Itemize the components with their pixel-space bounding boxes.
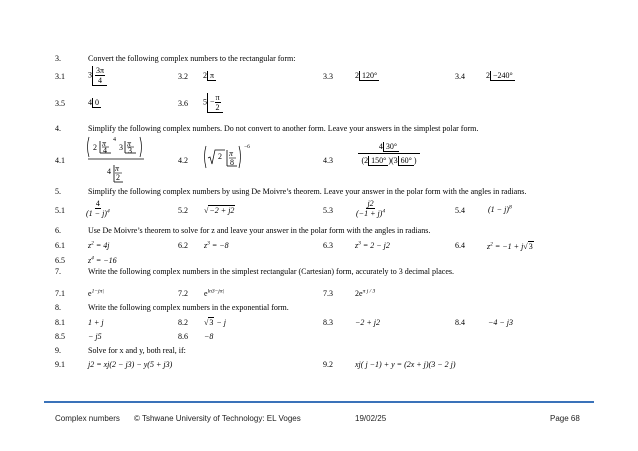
svg-text:2: 2 xyxy=(116,173,120,182)
item-6-2-label: 6.2 xyxy=(178,241,188,250)
item-8-2-expr: √3 − j xyxy=(204,318,227,327)
q6-number: 6. xyxy=(55,226,61,235)
item-6-3-expr: $z^3 = 2 - j2$ xyxy=(355,240,390,250)
item-6-1-label: 6.1 xyxy=(55,241,65,250)
svg-text:4: 4 xyxy=(113,137,116,143)
item-6-4-expr: $z^2 = -1 + j√3$ xyxy=(487,241,533,251)
item-8-5-expr: − j5 xyxy=(88,332,102,341)
item-9-1-expr: j2 = xj(2 − j3) − y(5 + j3) xyxy=(88,360,173,369)
svg-text:8: 8 xyxy=(230,158,234,167)
item-8-6-expr: −8 xyxy=(204,332,214,341)
footer-page-number: Page 68 xyxy=(550,414,580,423)
q7-number: 7. xyxy=(55,267,61,276)
item-8-5-label: 8.5 xyxy=(55,332,65,341)
item-7-2-label: 7.2 xyxy=(178,289,188,298)
item-3-3-label: 3.3 xyxy=(323,72,333,81)
footer-title: Complex numbers xyxy=(55,414,120,423)
q3-instruction: Convert the following complex numbers to the rectangular form: xyxy=(88,54,296,63)
svg-text:2: 2 xyxy=(218,152,222,161)
item-6-1-expr: $z^2 = 4j$ xyxy=(88,240,110,250)
q4-instruction: Simplify the following complex numbers. Do not convert to another form. Leave your answers in the simplest polar form. xyxy=(88,124,479,133)
item-6-5-expr: $z^4 = -16$ xyxy=(88,255,117,265)
item-3-6-expr: 5 − $\frac{\pi}{2}$ xyxy=(203,93,223,113)
item-7-1-label: 7.1 xyxy=(55,289,65,298)
item-5-1-label: 5.1 xyxy=(55,206,65,215)
svg-text:3: 3 xyxy=(128,146,132,155)
footer-rule xyxy=(44,401,594,403)
item-7-2-expr: $e^{ln3-j\pi|}$ xyxy=(204,288,225,298)
q5-number: 5. xyxy=(55,187,61,196)
item-6-3-label: 6.3 xyxy=(323,241,333,250)
footer-copyright: © Tshwane University of Technology: EL Voges xyxy=(134,414,301,423)
item-5-3-label: 5.3 xyxy=(323,206,333,215)
item-8-4-label: 8.4 xyxy=(455,318,465,327)
svg-text:π: π xyxy=(127,139,132,148)
svg-text:π: π xyxy=(229,149,234,158)
item-4-3-expr: 4 30° (2 150° )(3 60° ) xyxy=(358,142,420,166)
item-6-5-label: 6.5 xyxy=(55,256,65,265)
item-3-3-expr: 2 120° xyxy=(355,71,378,80)
q8-number: 8. xyxy=(55,303,61,312)
svg-text:π: π xyxy=(115,164,120,173)
item-8-3-label: 8.3 xyxy=(323,318,333,327)
item-9-2-label: 9.2 xyxy=(323,360,333,369)
item-3-4-expr: 2 −240° xyxy=(486,71,513,80)
item-4-2-expr xyxy=(203,142,273,172)
item-3-2-label: 3.2 xyxy=(178,72,188,81)
q4-number: 4. xyxy=(55,124,61,133)
q7-instruction: Write the following complex numbers in the simplest rectangular (Cartesian) form, accurately to 3 decimal places. xyxy=(88,267,454,276)
svg-text:−6: −6 xyxy=(244,144,250,150)
q5-instruction: Simplify the following complex numbers by using De Moivre’s theorem. Leave your answer in the polar form with the angles in radians. xyxy=(88,187,527,196)
q3-number: 3. xyxy=(55,54,61,63)
svg-text:4: 4 xyxy=(103,146,107,155)
item-7-1-expr: $e^{1-j\pi|}$ xyxy=(88,288,104,298)
item-6-2-expr: $z^3 = -8$ xyxy=(204,240,229,250)
item-3-5-expr: 4 0 xyxy=(88,98,99,107)
item-6-4-label: 6.4 xyxy=(455,241,465,250)
item-5-3-expr: $\frac{j2}{(-1 + j)^4}$ xyxy=(356,199,386,218)
svg-text:3: 3 xyxy=(119,143,123,152)
item-3-6-label: 3.6 xyxy=(178,99,188,108)
item-5-2-expr: √−2 + j2 xyxy=(204,206,235,215)
item-5-2-label: 5.2 xyxy=(178,206,188,215)
item-4-1-expr xyxy=(85,133,165,185)
item-3-5-label: 3.5 xyxy=(55,99,65,108)
item-8-6-label: 8.6 xyxy=(178,332,188,341)
item-7-3-label: 7.3 xyxy=(323,289,333,298)
svg-text:2: 2 xyxy=(93,143,97,152)
item-4-2-label: 4.2 xyxy=(178,156,188,165)
item-4-1-label: 4.1 xyxy=(55,156,65,165)
footer-date: 19/02/25 xyxy=(355,414,387,423)
item-3-4-label: 3.4 xyxy=(455,72,465,81)
item-5-4-expr: $(1 - j)^8$ xyxy=(488,204,512,214)
q8-instruction: Write the following complex numbers in the exponential form. xyxy=(88,303,289,312)
item-9-1-label: 9.1 xyxy=(55,360,65,369)
item-5-1-expr: $\frac{4}{(1 - j)^4}$ xyxy=(86,199,110,218)
item-3-1-expr: 3 $\frac{3\pi}{4}$ xyxy=(88,66,107,86)
item-7-3-expr: $2e^{\pi j / 3}$ xyxy=(355,288,376,298)
svg-text:π: π xyxy=(102,139,107,148)
q9-instruction: Solve for x and y, both real, if: xyxy=(88,346,186,355)
q9-number: 9. xyxy=(55,346,61,355)
q6-instruction: Use De Moivre’s theorem to solve for z and leave your answer in the polar form with the angles in radians. xyxy=(88,226,431,235)
svg-text:4: 4 xyxy=(107,167,111,176)
item-8-1-expr: 1 + j xyxy=(88,318,104,327)
item-3-1-label: 3.1 xyxy=(55,72,65,81)
item-8-4-expr: −4 − j3 xyxy=(488,318,514,327)
item-3-2-expr: 2 π xyxy=(203,71,215,80)
item-8-1-label: 8.1 xyxy=(55,318,65,327)
item-8-3-expr: −2 + j2 xyxy=(355,318,381,327)
item-8-2-label: 8.2 xyxy=(178,318,188,327)
item-9-2-expr: xj( j −1) + y = (2x + j)(3 − 2 j) xyxy=(355,360,456,369)
item-4-3-label: 4.3 xyxy=(323,156,333,165)
item-5-4-label: 5.4 xyxy=(455,206,465,215)
